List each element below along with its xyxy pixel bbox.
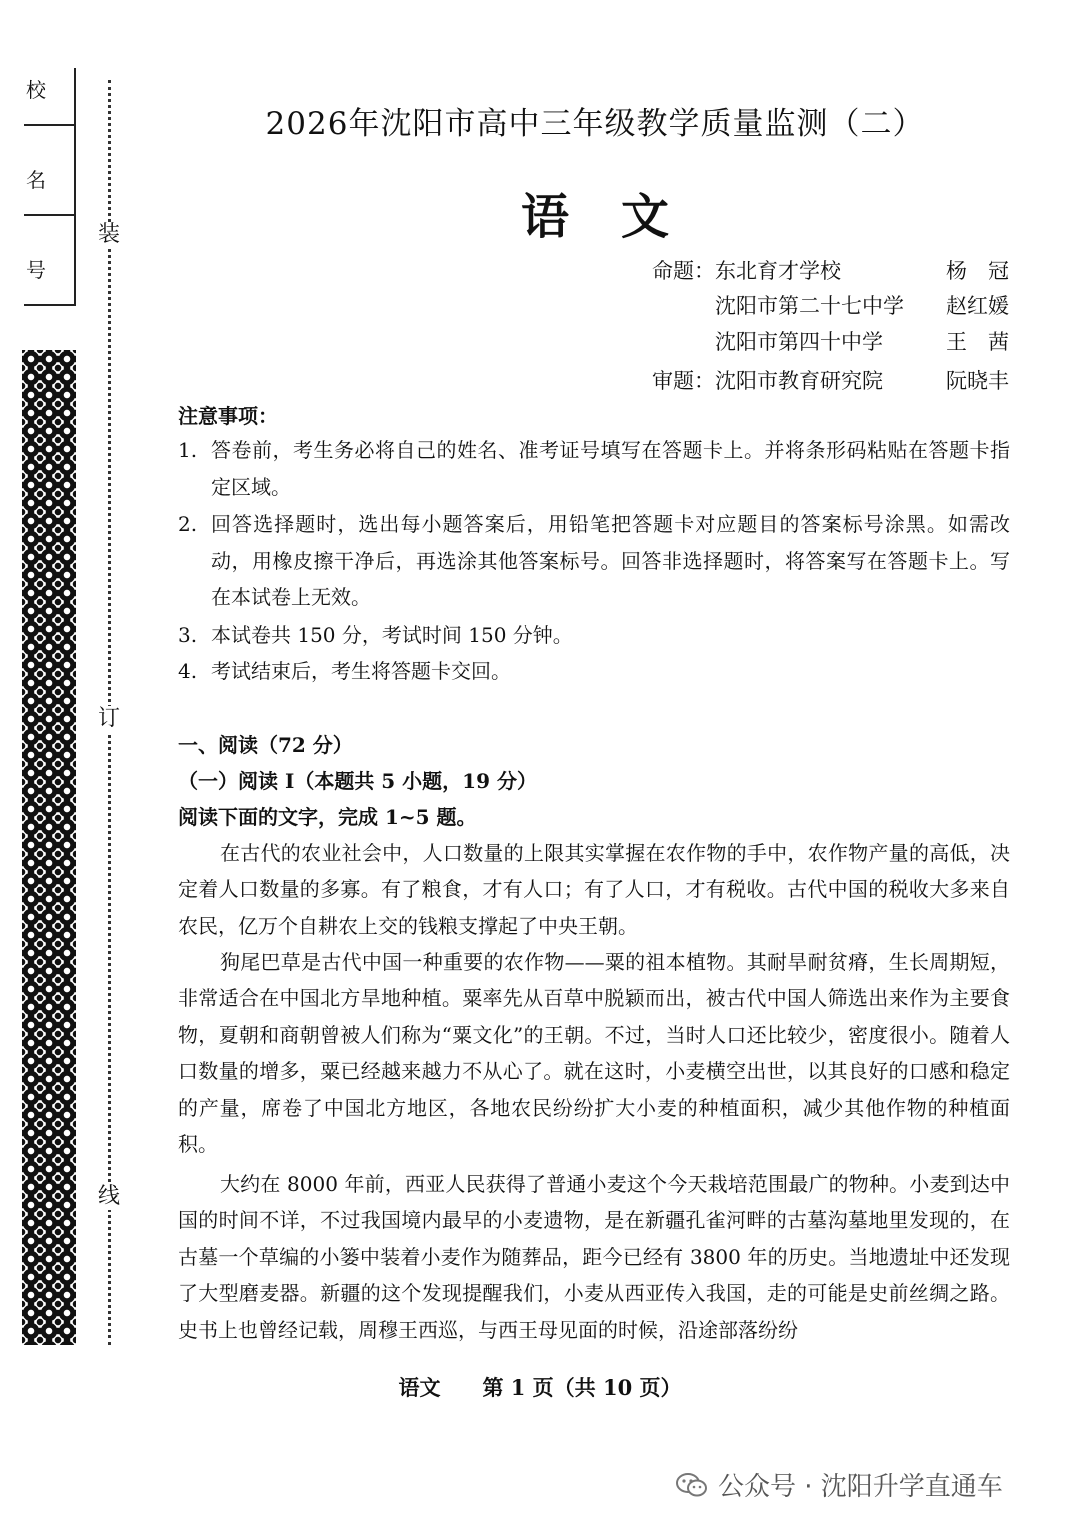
notice-item-text: 考试结束后，考生将答题卡交回。 (211, 659, 511, 683)
number-field (24, 248, 76, 306)
credit-name: 赵红媛 (946, 294, 1009, 318)
notice-item-number: 1. (178, 438, 198, 462)
credit-org: 沈阳市教育研究院 (715, 369, 883, 393)
credit-role: 审题： (652, 369, 715, 393)
number-field-label: 号 (26, 258, 46, 282)
watermark-text: 公众号 · 沈阳升学直通车 (718, 1472, 1003, 1502)
passage-paragraph: 在古代的农业社会中，人口数量的上限其实掌握在农作物的手中，农作物产量的高低，决定着人口数量的多寡。有了粮食，才有人口；有了人口，才有税收。古代中国的税收大多来自农民，亿万个自耕农上交的钱粮支撑起了中央王朝。 (178, 841, 1010, 938)
subsection-heading: （一）阅读 I（本题共 5 小题，19 分） (178, 769, 537, 793)
credit-org: 沈阳市第二十七中学 (715, 294, 904, 318)
passage-paragraph: 狗尾巴草是古代中国一种重要的农作物——粟的祖本植物。其耐旱耐贫瘠，生长周期短，非常适合在中国北方旱地种植。粟率先从百草中脱颖而出，被古代中国人筛选出来作为主要食物，夏朝和商朝曾被人们称为“粟文化”的王朝。不过，当时人口还比较少，密度很小。随着人口数量的增多，粟已经越来越力不从心了。就在这时，小麦横空出世，以其良好的口感和稳定的产量，席卷了中国北方地区，各地农民纷纷扩大小麦的种植面积，减少其他作物的种植面积。 (178, 950, 1010, 1157)
notice-item-text: 本试卷共 150 分，考试时间 150 分钟。 (211, 623, 573, 647)
subject-title: 语文 (520, 189, 721, 245)
notice-item-number: 3. (178, 623, 198, 647)
exam-title: 2026年沈阳市高中三年级教学质量监测（二） (265, 106, 925, 142)
credit-name: 杨 冠 (946, 259, 1009, 283)
notice-item (178, 617, 1010, 654)
name-field (24, 158, 76, 216)
notice-item-number: 2. (178, 512, 198, 536)
notice-heading: 注意事项： (178, 404, 278, 428)
credit-org: 东北育才学校 (715, 259, 841, 283)
reading-prompt: 阅读下面的文字，完成 1~5 题。 (178, 805, 477, 829)
credit-role: 命题： (652, 259, 715, 283)
notice-item (178, 432, 1010, 505)
wechat-icon (676, 1472, 708, 1498)
binding-label-ding: 订 (97, 706, 120, 731)
school-field-label: 校 (26, 78, 46, 102)
section-heading: 一、阅读（72 分） (178, 733, 353, 757)
passage-paragraph: 大约在 8000 年前，西亚人民获得了普通小麦这个今天栽培范围最广的物种。小麦到达中国的时间不详，不过我国境内最早的小麦遗物，是在新疆孔雀河畔的古墓沟墓地里发现的，在古墓一个草编的小篓中装着小麦作为随葬品，距今已经有 3800 年的历史。当地遗址中还发现了大型磨麦器。新疆的这个发现提醒我们，小麦从西亚传入我国，走的可能是史前丝绸之路。史书上也曾经记载，周穆王西巡，与西王母见面的时候，沿途部落纷纷 (178, 1172, 1010, 1342)
binding-label-xian: 线 (97, 1184, 120, 1209)
school-field (24, 68, 76, 126)
security-pattern (22, 350, 76, 1345)
binding-label-zhuang: 装 (97, 222, 120, 247)
notice-item (178, 506, 1010, 616)
watermark (676, 1466, 1003, 1503)
notice-item-text: 答卷前，考生务必将自己的姓名、准考证号填写在答题卡上。并将条形码粘贴在答题卡指定区域。 (211, 438, 1010, 499)
credit-org: 沈阳市第四十中学 (715, 330, 883, 354)
notice-item (178, 653, 1010, 690)
notice-item-text: 回答选择题时，选出每小题答案后，用铅笔把答题卡对应题目的答案标号涂黑。如需改动，用橡皮擦干净后，再选涂其他答案标号。回答非选择题时，将答案写在答题卡上。写在本试卷上无效。 (211, 512, 1010, 609)
page-footer: 语文 第 1 页（共 10 页） (398, 1375, 682, 1400)
credit-name: 王 茜 (946, 330, 1009, 354)
name-field-label: 名 (26, 168, 46, 192)
notice-item-number: 4. (178, 659, 198, 683)
credit-name: 阮晓丰 (946, 369, 1009, 393)
